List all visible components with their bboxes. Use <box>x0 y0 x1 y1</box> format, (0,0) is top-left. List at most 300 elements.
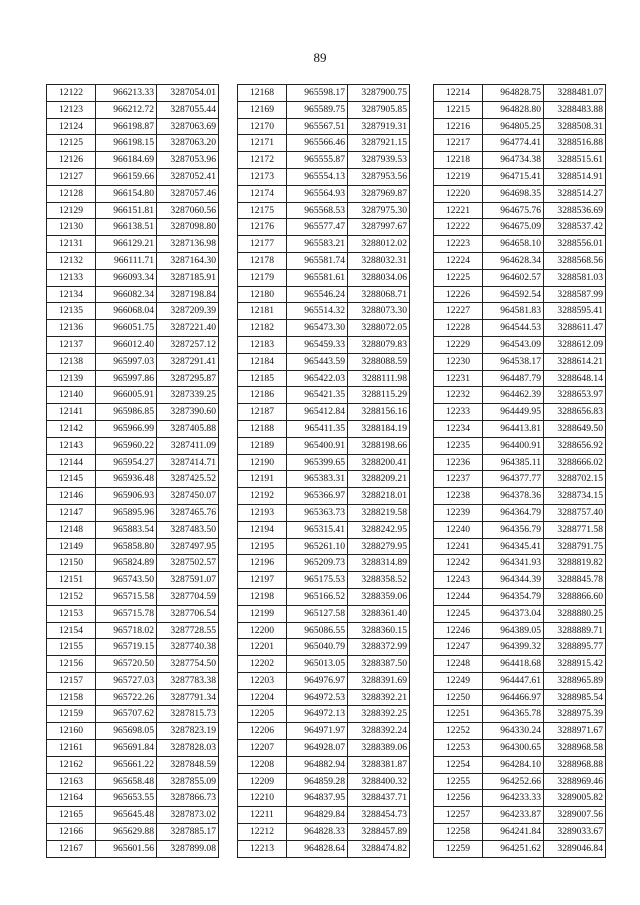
x-coordinate-cell: 964241.84 <box>483 824 544 841</box>
table-row <box>238 639 410 656</box>
y-coordinate-cell: 3287405.88 <box>157 420 219 437</box>
point-number-cell: 12133 <box>47 269 96 286</box>
table-row <box>434 488 606 505</box>
y-coordinate-cell: 3288400.32 <box>348 773 410 790</box>
y-coordinate-cell: 3288012.02 <box>348 236 410 253</box>
x-coordinate-cell: 965715.58 <box>96 588 157 605</box>
y-coordinate-cell: 3288985.54 <box>544 689 606 706</box>
point-number-cell: 12156 <box>47 656 96 673</box>
table-row <box>434 706 606 723</box>
table-row <box>238 504 410 521</box>
y-coordinate-cell: 3288358.52 <box>348 572 410 589</box>
point-number-cell: 12177 <box>238 236 287 253</box>
point-number-cell: 12190 <box>238 454 287 471</box>
x-coordinate-cell: 965209.73 <box>287 555 348 572</box>
table-row <box>47 101 219 118</box>
point-number-cell: 12148 <box>47 521 96 538</box>
point-number-cell: 12197 <box>238 572 287 589</box>
x-coordinate-cell: 964252.66 <box>483 773 544 790</box>
y-coordinate-cell: 3288389.06 <box>348 740 410 757</box>
point-number-cell: 12130 <box>47 219 96 236</box>
x-coordinate-cell: 964928.07 <box>287 740 348 757</box>
y-coordinate-cell: 3288156.16 <box>348 404 410 421</box>
table-row <box>47 555 219 572</box>
table-row <box>47 202 219 219</box>
y-coordinate-cell: 3287483.50 <box>157 521 219 538</box>
y-coordinate-cell: 3288612.09 <box>544 336 606 353</box>
x-coordinate-cell: 964715.41 <box>483 168 544 185</box>
table-row <box>238 336 410 353</box>
point-number-cell: 12155 <box>47 639 96 656</box>
point-number-cell: 12233 <box>434 404 483 421</box>
y-coordinate-cell: 3289046.84 <box>544 840 606 857</box>
table-row <box>238 252 410 269</box>
x-coordinate-cell: 964698.35 <box>483 185 544 202</box>
y-coordinate-cell: 3287098.80 <box>157 219 219 236</box>
table-row <box>434 219 606 236</box>
point-number-cell: 12228 <box>434 320 483 337</box>
x-coordinate-cell: 965564.93 <box>287 185 348 202</box>
point-number-cell: 12180 <box>238 286 287 303</box>
table-row <box>47 706 219 723</box>
y-coordinate-cell: 3288568.56 <box>544 252 606 269</box>
coordinates-table-1 <box>46 84 219 858</box>
point-number-cell: 12219 <box>434 168 483 185</box>
point-number-cell: 12238 <box>434 488 483 505</box>
point-number-cell: 12211 <box>238 807 287 824</box>
point-number-cell: 12154 <box>47 622 96 639</box>
table-row <box>47 723 219 740</box>
x-coordinate-cell: 964837.95 <box>287 790 348 807</box>
table-row <box>47 168 219 185</box>
y-coordinate-cell: 3288481.07 <box>544 85 606 102</box>
x-coordinate-cell: 964373.04 <box>483 605 544 622</box>
point-number-cell: 12202 <box>238 656 287 673</box>
x-coordinate-cell: 966012.40 <box>96 336 157 353</box>
y-coordinate-cell: 3288587.99 <box>544 286 606 303</box>
table-row <box>434 773 606 790</box>
x-coordinate-cell: 964543.09 <box>483 336 544 353</box>
point-number-cell: 12147 <box>47 504 96 521</box>
y-coordinate-cell: 3287919.31 <box>348 118 410 135</box>
table-row <box>47 588 219 605</box>
point-number-cell: 12237 <box>434 471 483 488</box>
x-coordinate-cell: 964233.33 <box>483 790 544 807</box>
point-number-cell: 12181 <box>238 303 287 320</box>
y-coordinate-cell: 3287291.41 <box>157 353 219 370</box>
x-coordinate-cell: 965722.26 <box>96 689 157 706</box>
y-coordinate-cell: 3287591.07 <box>157 572 219 589</box>
x-coordinate-cell: 965175.53 <box>287 572 348 589</box>
point-number-cell: 12243 <box>434 572 483 589</box>
table-row <box>434 320 606 337</box>
point-number-cell: 12240 <box>434 521 483 538</box>
table-row <box>238 303 410 320</box>
table-row <box>47 840 219 857</box>
point-number-cell: 12242 <box>434 555 483 572</box>
table-row <box>434 756 606 773</box>
x-coordinate-cell: 964284.10 <box>483 756 544 773</box>
x-coordinate-cell: 964233.87 <box>483 807 544 824</box>
x-coordinate-cell: 966051.75 <box>96 320 157 337</box>
point-number-cell: 12142 <box>47 420 96 437</box>
y-coordinate-cell: 3288536.69 <box>544 202 606 219</box>
y-coordinate-cell: 3287866.73 <box>157 790 219 807</box>
point-number-cell: 12150 <box>47 555 96 572</box>
table-row <box>238 370 410 387</box>
point-number-cell: 12172 <box>238 152 287 169</box>
y-coordinate-cell: 3288866.60 <box>544 588 606 605</box>
point-number-cell: 12131 <box>47 236 96 253</box>
y-coordinate-cell: 3287728.55 <box>157 622 219 639</box>
y-coordinate-cell: 3287939.53 <box>348 152 410 169</box>
y-coordinate-cell: 3288771.58 <box>544 521 606 538</box>
point-number-cell: 12194 <box>238 521 287 538</box>
table-row <box>47 252 219 269</box>
x-coordinate-cell: 966082.34 <box>96 286 157 303</box>
point-number-cell: 12256 <box>434 790 483 807</box>
table-row <box>434 740 606 757</box>
y-coordinate-cell: 3288200.41 <box>348 454 410 471</box>
table-row <box>47 437 219 454</box>
table-row <box>47 622 219 639</box>
x-coordinate-cell: 964356.79 <box>483 521 544 538</box>
point-number-cell: 12136 <box>47 320 96 337</box>
x-coordinate-cell: 965399.65 <box>287 454 348 471</box>
x-coordinate-cell: 964413.81 <box>483 420 544 437</box>
x-coordinate-cell: 965718.02 <box>96 622 157 639</box>
point-number-cell: 12229 <box>434 336 483 353</box>
point-number-cell: 12223 <box>434 236 483 253</box>
y-coordinate-cell: 3288515.61 <box>544 152 606 169</box>
point-number-cell: 12160 <box>47 723 96 740</box>
x-coordinate-cell: 965013.05 <box>287 656 348 673</box>
table-row <box>434 572 606 589</box>
x-coordinate-cell: 964734.38 <box>483 152 544 169</box>
y-coordinate-cell: 3287828.03 <box>157 740 219 757</box>
point-number-cell: 12201 <box>238 639 287 656</box>
point-number-cell: 12145 <box>47 471 96 488</box>
table-row <box>47 420 219 437</box>
x-coordinate-cell: 966005.91 <box>96 387 157 404</box>
table-row <box>434 605 606 622</box>
table-row <box>47 269 219 286</box>
x-coordinate-cell: 965383.31 <box>287 471 348 488</box>
x-coordinate-cell: 964972.13 <box>287 706 348 723</box>
table-row <box>434 152 606 169</box>
x-coordinate-cell: 965127.58 <box>287 605 348 622</box>
x-coordinate-cell: 964971.97 <box>287 723 348 740</box>
table-row <box>238 286 410 303</box>
x-coordinate-cell: 965719.15 <box>96 639 157 656</box>
table-row <box>238 320 410 337</box>
point-number-cell: 12251 <box>434 706 483 723</box>
table-row <box>434 387 606 404</box>
point-number-cell: 12207 <box>238 740 287 757</box>
table-row <box>238 740 410 757</box>
x-coordinate-cell: 964602.57 <box>483 269 544 286</box>
point-number-cell: 12159 <box>47 706 96 723</box>
point-number-cell: 12166 <box>47 824 96 841</box>
x-coordinate-cell: 965412.84 <box>287 404 348 421</box>
x-coordinate-cell: 966151.81 <box>96 202 157 219</box>
x-coordinate-cell: 964538.17 <box>483 353 544 370</box>
table-row <box>434 370 606 387</box>
point-number-cell: 12161 <box>47 740 96 757</box>
y-coordinate-cell: 3288483.88 <box>544 101 606 118</box>
point-number-cell: 12250 <box>434 689 483 706</box>
y-coordinate-cell: 3288971.67 <box>544 723 606 740</box>
point-number-cell: 12221 <box>434 202 483 219</box>
point-number-cell: 12171 <box>238 135 287 152</box>
y-coordinate-cell: 3287783.38 <box>157 672 219 689</box>
y-coordinate-cell: 3288073.30 <box>348 303 410 320</box>
x-coordinate-cell: 965400.91 <box>287 437 348 454</box>
x-coordinate-cell: 964389.05 <box>483 622 544 639</box>
x-coordinate-cell: 964487.79 <box>483 370 544 387</box>
y-coordinate-cell: 3288068.71 <box>348 286 410 303</box>
y-coordinate-cell: 3287848.59 <box>157 756 219 773</box>
y-coordinate-cell: 3287063.20 <box>157 135 219 152</box>
point-number-cell: 12165 <box>47 807 96 824</box>
table-row <box>238 353 410 370</box>
y-coordinate-cell: 3287057.46 <box>157 185 219 202</box>
x-coordinate-cell: 964828.75 <box>483 85 544 102</box>
point-number-cell: 12255 <box>434 773 483 790</box>
y-coordinate-cell: 3288514.91 <box>544 168 606 185</box>
y-coordinate-cell: 3287873.02 <box>157 807 219 824</box>
x-coordinate-cell: 965629.88 <box>96 824 157 841</box>
y-coordinate-cell: 3288791.75 <box>544 538 606 555</box>
table-row <box>47 790 219 807</box>
point-number-cell: 12127 <box>47 168 96 185</box>
point-number-cell: 12123 <box>47 101 96 118</box>
table-row <box>434 504 606 521</box>
x-coordinate-cell: 964447.61 <box>483 672 544 689</box>
y-coordinate-cell: 3287815.73 <box>157 706 219 723</box>
x-coordinate-cell: 964976.97 <box>287 672 348 689</box>
y-coordinate-cell: 3287257.12 <box>157 336 219 353</box>
point-number-cell: 12149 <box>47 538 96 555</box>
x-coordinate-cell: 966138.51 <box>96 219 157 236</box>
table-row <box>238 471 410 488</box>
x-coordinate-cell: 965473.30 <box>287 320 348 337</box>
table-row <box>434 454 606 471</box>
point-number-cell: 12174 <box>238 185 287 202</box>
table-row <box>434 404 606 421</box>
x-coordinate-cell: 964341.93 <box>483 555 544 572</box>
y-coordinate-cell: 3288032.31 <box>348 252 410 269</box>
table-row <box>238 236 410 253</box>
table-row <box>434 420 606 437</box>
y-coordinate-cell: 3287704.59 <box>157 588 219 605</box>
table-row <box>47 538 219 555</box>
point-number-cell: 12140 <box>47 387 96 404</box>
table-row <box>47 521 219 538</box>
point-number-cell: 12226 <box>434 286 483 303</box>
x-coordinate-cell: 965366.97 <box>287 488 348 505</box>
point-number-cell: 12138 <box>47 353 96 370</box>
y-coordinate-cell: 3287209.39 <box>157 303 219 320</box>
x-coordinate-cell: 964581.83 <box>483 303 544 320</box>
x-coordinate-cell: 965707.62 <box>96 706 157 723</box>
point-number-cell: 12167 <box>47 840 96 857</box>
x-coordinate-cell: 965960.22 <box>96 437 157 454</box>
y-coordinate-cell: 3288969.46 <box>544 773 606 790</box>
point-number-cell: 12210 <box>238 790 287 807</box>
y-coordinate-cell: 3287905.85 <box>348 101 410 118</box>
page-number: 89 <box>313 50 327 65</box>
y-coordinate-cell: 3287136.98 <box>157 236 219 253</box>
point-number-cell: 12188 <box>238 420 287 437</box>
point-number-cell: 12125 <box>47 135 96 152</box>
x-coordinate-cell: 965858.80 <box>96 538 157 555</box>
x-coordinate-cell: 965568.53 <box>287 202 348 219</box>
x-coordinate-cell: 965658.48 <box>96 773 157 790</box>
point-number-cell: 12186 <box>238 387 287 404</box>
point-number-cell: 12227 <box>434 303 483 320</box>
table-row <box>47 118 219 135</box>
x-coordinate-cell: 964449.95 <box>483 404 544 421</box>
table-row <box>434 824 606 841</box>
point-number-cell: 12204 <box>238 689 287 706</box>
table-row <box>238 588 410 605</box>
y-coordinate-cell: 3287295.87 <box>157 370 219 387</box>
point-number-cell: 12135 <box>47 303 96 320</box>
table-row <box>434 168 606 185</box>
x-coordinate-cell: 965261.10 <box>287 538 348 555</box>
point-number-cell: 12178 <box>238 252 287 269</box>
table-row <box>47 303 219 320</box>
y-coordinate-cell: 3287855.09 <box>157 773 219 790</box>
x-coordinate-cell: 964628.34 <box>483 252 544 269</box>
y-coordinate-cell: 3287921.15 <box>348 135 410 152</box>
table-row <box>47 404 219 421</box>
point-number-cell: 12144 <box>47 454 96 471</box>
y-coordinate-cell: 3288965.89 <box>544 672 606 689</box>
point-number-cell: 12179 <box>238 269 287 286</box>
point-number-cell: 12222 <box>434 219 483 236</box>
x-coordinate-cell: 964330.24 <box>483 723 544 740</box>
point-number-cell: 12248 <box>434 656 483 673</box>
y-coordinate-cell: 3288198.66 <box>348 437 410 454</box>
x-coordinate-cell: 964344.39 <box>483 572 544 589</box>
table-row <box>47 471 219 488</box>
x-coordinate-cell: 964774.41 <box>483 135 544 152</box>
y-coordinate-cell: 3287502.57 <box>157 555 219 572</box>
table-row <box>434 202 606 219</box>
y-coordinate-cell: 3288508.31 <box>544 118 606 135</box>
x-coordinate-cell: 965411.35 <box>287 420 348 437</box>
x-coordinate-cell: 964805.25 <box>483 118 544 135</box>
x-coordinate-cell: 964462.39 <box>483 387 544 404</box>
table-row <box>434 437 606 454</box>
point-number-cell: 12134 <box>47 286 96 303</box>
y-coordinate-cell: 3288880.25 <box>544 605 606 622</box>
y-coordinate-cell: 3287900.75 <box>348 85 410 102</box>
table-row <box>238 790 410 807</box>
x-coordinate-cell: 965598.17 <box>287 85 348 102</box>
point-number-cell: 12216 <box>434 118 483 135</box>
table-row <box>238 118 410 135</box>
point-number-cell: 12244 <box>434 588 483 605</box>
x-coordinate-cell: 964675.76 <box>483 202 544 219</box>
point-number-cell: 12170 <box>238 118 287 135</box>
table-row <box>434 656 606 673</box>
table-row <box>238 521 410 538</box>
x-coordinate-cell: 965645.48 <box>96 807 157 824</box>
table-row <box>238 605 410 622</box>
point-number-cell: 12225 <box>434 269 483 286</box>
y-coordinate-cell: 3288556.01 <box>544 236 606 253</box>
table-row <box>238 773 410 790</box>
y-coordinate-cell: 3288819.82 <box>544 555 606 572</box>
table-row <box>47 320 219 337</box>
x-coordinate-cell: 965997.86 <box>96 370 157 387</box>
point-number-cell: 12183 <box>238 336 287 353</box>
table-row <box>434 555 606 572</box>
table-row <box>47 504 219 521</box>
table-row <box>47 824 219 841</box>
x-coordinate-cell: 964828.64 <box>287 840 348 857</box>
table-row <box>238 437 410 454</box>
point-number-cell: 12128 <box>47 185 96 202</box>
y-coordinate-cell: 3288209.21 <box>348 471 410 488</box>
table-row <box>238 85 410 102</box>
point-number-cell: 12245 <box>434 605 483 622</box>
point-number-cell: 12206 <box>238 723 287 740</box>
table-row <box>238 824 410 841</box>
point-number-cell: 12212 <box>238 824 287 841</box>
y-coordinate-cell: 3288457.89 <box>348 824 410 841</box>
y-coordinate-cell: 3288242.95 <box>348 521 410 538</box>
x-coordinate-cell: 965589.75 <box>287 101 348 118</box>
x-coordinate-cell: 965601.56 <box>96 840 157 857</box>
x-coordinate-cell: 965421.35 <box>287 387 348 404</box>
table-row <box>434 538 606 555</box>
y-coordinate-cell: 3288702.15 <box>544 471 606 488</box>
y-coordinate-cell: 3288184.19 <box>348 420 410 437</box>
point-number-cell: 12259 <box>434 840 483 857</box>
y-coordinate-cell: 3288734.15 <box>544 488 606 505</box>
point-number-cell: 12153 <box>47 605 96 622</box>
table-row <box>47 353 219 370</box>
x-coordinate-cell: 964828.33 <box>287 824 348 841</box>
y-coordinate-cell: 3287465.76 <box>157 504 219 521</box>
table-row <box>238 101 410 118</box>
x-coordinate-cell: 965883.54 <box>96 521 157 538</box>
x-coordinate-cell: 966111.71 <box>96 252 157 269</box>
point-number-cell: 12163 <box>47 773 96 790</box>
table-row <box>434 790 606 807</box>
table-row <box>238 538 410 555</box>
x-coordinate-cell: 965743.50 <box>96 572 157 589</box>
point-number-cell: 12164 <box>47 790 96 807</box>
point-number-cell: 12214 <box>434 85 483 102</box>
x-coordinate-cell: 965936.48 <box>96 471 157 488</box>
table-row <box>238 387 410 404</box>
x-coordinate-cell: 966154.80 <box>96 185 157 202</box>
x-coordinate-cell: 964829.84 <box>287 807 348 824</box>
y-coordinate-cell: 3288968.58 <box>544 740 606 757</box>
y-coordinate-cell: 3288387.50 <box>348 656 410 673</box>
table-row <box>434 85 606 102</box>
y-coordinate-cell: 3288372.99 <box>348 639 410 656</box>
point-number-cell: 12215 <box>434 101 483 118</box>
point-number-cell: 12168 <box>238 85 287 102</box>
table-row <box>47 807 219 824</box>
table-row <box>47 387 219 404</box>
